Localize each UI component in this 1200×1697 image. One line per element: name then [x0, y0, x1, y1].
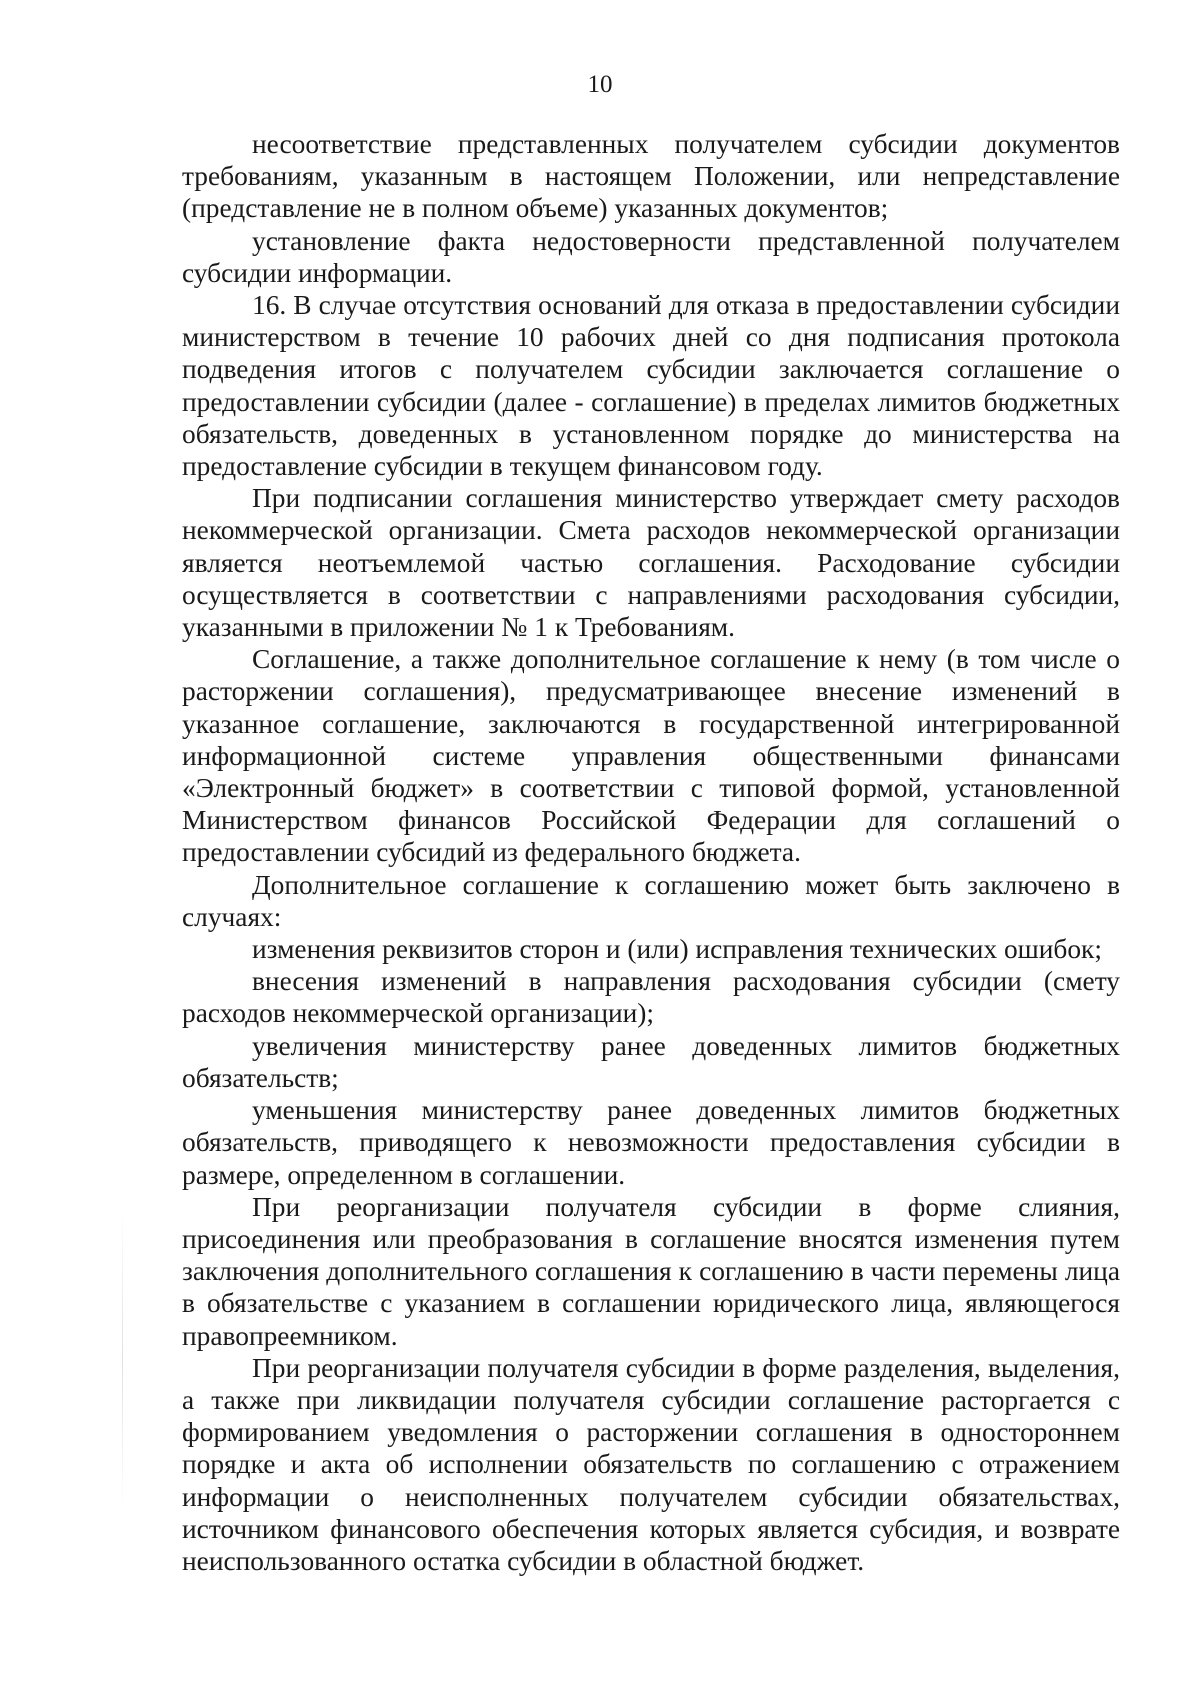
paragraph: 16. В случае отсутствия оснований для отказа в предоставлении субсидии министерством в течение 10 рабочих дней со дня подписания протокола подведения итогов с получателем субсидии заключается соглашение о предоставлении субсидии (далее - соглашение) в пределах лимитов бюджетных обязательств, доведенных в установленном порядке до министерства на предоставление субсидии в текущем финансовом году. — [182, 290, 1120, 482]
paragraph: внесения изменений в направления расходования субсидии (смету расходов некоммерческой организации); — [182, 966, 1120, 1029]
paragraph: увеличения министерству ранее доведенных лимитов бюджетных обязательств; — [182, 1030, 1120, 1093]
paragraph: При реорганизации получателя субсидии в форме слияния, присоединения или преобразования в соглашение вносятся изменения путем заключения дополнительного соглашения к соглашению в части перемены лица в обязательстве с указанием в соглашении юридического лица, являющегося правопреемником. — [182, 1191, 1120, 1351]
paragraph: изменения реквизитов сторон и (или) исправления технических ошибок; — [252, 934, 1102, 965]
paragraph: несоответствие представленных получателем субсидии документов требованиям, указанным в настоящем Положении, или непредставление (представление не в полном объеме) указанных документов; — [182, 129, 1120, 224]
paragraph: При подписании соглашения министерство утверждает смету расходов некоммерческой организации. Смета расходов некоммерческой организации является неотъемлемой частью соглашения. Расходование субсидии осуществляется в соответствии с направлениями расходования субсидии, указанными в приложении № 1 к Требованиям. — [182, 483, 1120, 643]
paragraph: установление факта недостоверности представленной получателем субсидии информации. — [182, 225, 1120, 288]
paragraph: уменьшения министерству ранее доведенных лимитов бюджетных обязательств, приводящего к невозможности предоставления субсидии в размере, определенном в соглашении. — [182, 1095, 1120, 1190]
page-number: 10 — [587, 71, 613, 98]
document-body — [182, 128, 1120, 1577]
paragraph: При реорганизации получателя субсидии в форме разделения, выделения, а также при ликвидации получателя субсидии соглашение расторгается с формированием уведомления о расторжении соглашения в одностороннем порядке и акта об исполнении обязательств по соглашению с отражением информации о неисполненных получателем субсидии обязательствах, источником финансового обеспечения которых является субсидия, и возврате неиспользованного остатка субсидии в областной бюджет. — [182, 1352, 1120, 1576]
paragraph: Дополнительное соглашение к соглашению может быть заключено в случаях: — [182, 869, 1120, 932]
paragraph: Соглашение, а также дополнительное соглашение к нему (в том числе о расторжении соглашения), предусматривающее внесение изменений в указанное соглашение, заключаются в государственной интегрированной информационной системе управления общественными финансами «Электронный бюджет» в соответствии с типовой формой, установленной Министерством финансов Российской Федерации для соглашений о предоставлении субсидий из федерального бюджета. — [182, 644, 1120, 868]
scan-edge-line — [122, 1210, 123, 1510]
